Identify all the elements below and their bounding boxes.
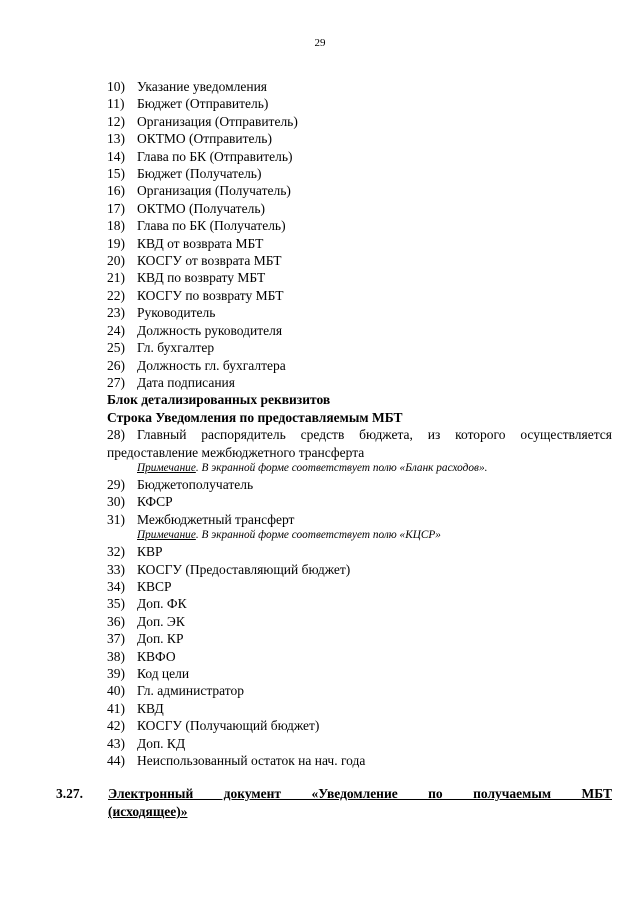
requisites-group-header bbox=[107, 78, 612, 391]
list-item bbox=[107, 113, 612, 130]
item-text: КОСГУ от возврата МБТ bbox=[137, 253, 282, 269]
item-number: 30) bbox=[107, 494, 125, 510]
item-text: Бюджетополучатель bbox=[137, 476, 254, 492]
item-number: 39) bbox=[107, 666, 125, 681]
item-text: КВФО bbox=[137, 648, 176, 664]
item-number: 22) bbox=[107, 287, 125, 303]
item-number: 18) bbox=[107, 218, 125, 234]
list-item bbox=[107, 182, 612, 199]
list-item bbox=[107, 752, 612, 769]
item-number: 27) bbox=[107, 374, 125, 390]
item-number: 36) bbox=[107, 613, 125, 629]
item-number: 43) bbox=[107, 735, 125, 751]
item-text: КОСГУ (Предоставляющий бюджет) bbox=[137, 561, 351, 577]
list-item bbox=[107, 148, 612, 165]
list-item bbox=[107, 339, 612, 356]
item-text: КОСГУ по возврату МБТ bbox=[137, 287, 284, 303]
item-text: Гл. администратор bbox=[137, 683, 245, 699]
item-text: Неиспользованный остаток на нач. года bbox=[137, 753, 366, 769]
item-number: 34) bbox=[107, 578, 125, 594]
item-number: 11) bbox=[107, 96, 125, 112]
list-item bbox=[107, 648, 612, 665]
list-item bbox=[107, 476, 612, 493]
note-label: Примечание bbox=[137, 529, 196, 542]
item-text: Бюджет (Отправитель) bbox=[137, 96, 269, 112]
section-title bbox=[108, 785, 612, 821]
section-number: 3.27. bbox=[56, 786, 83, 801]
list-item bbox=[107, 665, 612, 682]
list-item bbox=[107, 682, 612, 699]
item-text: КВР bbox=[137, 544, 163, 560]
item-number: 37) bbox=[107, 631, 125, 647]
item-number: 26) bbox=[107, 357, 125, 373]
item-text: ОКТМО (Получатель) bbox=[137, 200, 265, 216]
list-item bbox=[107, 595, 612, 612]
item-number: 19) bbox=[107, 235, 125, 251]
requisites-group-c bbox=[107, 543, 612, 769]
row-heading: Строка Уведомления по предоставляемым МБТ bbox=[107, 409, 403, 425]
item-text: КВСР bbox=[137, 578, 172, 594]
item-number: 21) bbox=[107, 270, 125, 286]
item-number: 28) bbox=[107, 427, 125, 443]
item-number: 15) bbox=[107, 166, 125, 182]
item-number: 41) bbox=[107, 700, 125, 716]
list-item-28 bbox=[107, 426, 612, 461]
requisites-group-b bbox=[107, 476, 612, 528]
item-text: Должность руководителя bbox=[137, 322, 283, 338]
item-number: 29) bbox=[107, 476, 125, 492]
list-item bbox=[107, 78, 612, 95]
list-item bbox=[107, 735, 612, 752]
item-number: 20) bbox=[107, 253, 125, 269]
item-number: 42) bbox=[107, 718, 125, 734]
list-item bbox=[107, 700, 612, 717]
list-item bbox=[107, 493, 612, 510]
list-item bbox=[107, 322, 612, 339]
section-heading bbox=[56, 785, 612, 821]
item-text: Глава по БК (Получатель) bbox=[137, 218, 286, 234]
item-text-line1: Главный распорядитель средств бюджета, из которого осуществляется bbox=[137, 427, 612, 443]
item-text: Межбюджетный трансферт bbox=[137, 511, 295, 527]
item-text: КФСР bbox=[137, 494, 173, 510]
item-text: КОСГУ (Получающий бюджет) bbox=[137, 718, 320, 734]
item-text: КВД от возврата МБТ bbox=[137, 235, 264, 251]
item-text: Указание уведомления bbox=[137, 79, 268, 94]
list-item bbox=[107, 304, 612, 321]
list-item bbox=[107, 200, 612, 217]
item-text: Организация (Отправитель) bbox=[137, 113, 298, 129]
note-text: . В экранной форме соответствует полю «КЦСР» bbox=[195, 529, 441, 542]
list-item bbox=[107, 613, 612, 630]
list-item bbox=[107, 357, 612, 374]
list-item bbox=[107, 252, 612, 269]
item-number: 17) bbox=[107, 200, 125, 216]
item-number: 14) bbox=[107, 148, 125, 164]
item-number: 35) bbox=[107, 596, 125, 612]
item-text: ОКТМО (Отправитель) bbox=[137, 131, 272, 147]
item-text: Доп. КД bbox=[137, 735, 186, 751]
note-label: Примечание bbox=[137, 461, 196, 474]
section-title-line1: Электронный документ «Уведомление по получаемым МБТ bbox=[108, 786, 612, 801]
item-text: Бюджет (Получатель) bbox=[137, 166, 262, 182]
item-number: 25) bbox=[107, 340, 125, 356]
item-text-line2: предоставление межбюджетного трансферта bbox=[107, 444, 365, 460]
requisites-list bbox=[107, 78, 612, 769]
list-item bbox=[107, 717, 612, 734]
item-text: Доп. ЭК bbox=[137, 613, 185, 629]
item-text: Доп. ФК bbox=[137, 596, 187, 612]
list-item bbox=[107, 578, 612, 595]
note bbox=[107, 528, 612, 543]
item-number: 33) bbox=[107, 561, 125, 577]
item-number: 32) bbox=[107, 544, 125, 560]
item-number: 44) bbox=[107, 753, 125, 769]
item-text: Гл. бухгалтер bbox=[137, 340, 215, 356]
item-number: 12) bbox=[107, 113, 125, 129]
item-text: Глава по БК (Отправитель) bbox=[137, 148, 293, 164]
list-item bbox=[107, 165, 612, 182]
list-item bbox=[107, 95, 612, 112]
list-item bbox=[107, 561, 612, 578]
item-text: Доп. КР bbox=[137, 631, 184, 647]
item-number: 13) bbox=[107, 131, 125, 147]
page-number: 29 bbox=[314, 37, 326, 49]
list-item bbox=[107, 130, 612, 147]
item-number: 23) bbox=[107, 305, 125, 321]
item-number: 10) bbox=[107, 79, 125, 94]
list-item bbox=[107, 217, 612, 234]
item-number: 38) bbox=[107, 648, 125, 664]
item-text: КВД bbox=[137, 700, 164, 716]
block-heading: Блок детализированных реквизитов bbox=[107, 392, 331, 408]
section-title-line2: (исходящее)» bbox=[108, 804, 188, 819]
item-number: 24) bbox=[107, 322, 125, 338]
list-item bbox=[107, 287, 612, 304]
item-text: Код цели bbox=[137, 666, 190, 681]
item-number: 31) bbox=[107, 511, 125, 527]
item-text: Должность гл. бухгалтера bbox=[137, 357, 286, 373]
item-number: 40) bbox=[107, 683, 125, 699]
list-item bbox=[107, 374, 612, 391]
item-text: КВД по возврату МБТ bbox=[137, 270, 266, 286]
item-text: Руководитель bbox=[137, 305, 216, 321]
list-item bbox=[107, 543, 612, 560]
item-text: Организация (Получатель) bbox=[137, 183, 291, 199]
item-text: Дата подписания bbox=[137, 374, 235, 390]
note-text: . В экранной форме соответствует полю «Бланк расходов». bbox=[195, 461, 488, 474]
list-item bbox=[107, 630, 612, 647]
item-number: 16) bbox=[107, 183, 125, 199]
list-item bbox=[107, 235, 612, 252]
list-item bbox=[107, 511, 612, 528]
note bbox=[107, 461, 612, 476]
list-item bbox=[107, 269, 612, 286]
